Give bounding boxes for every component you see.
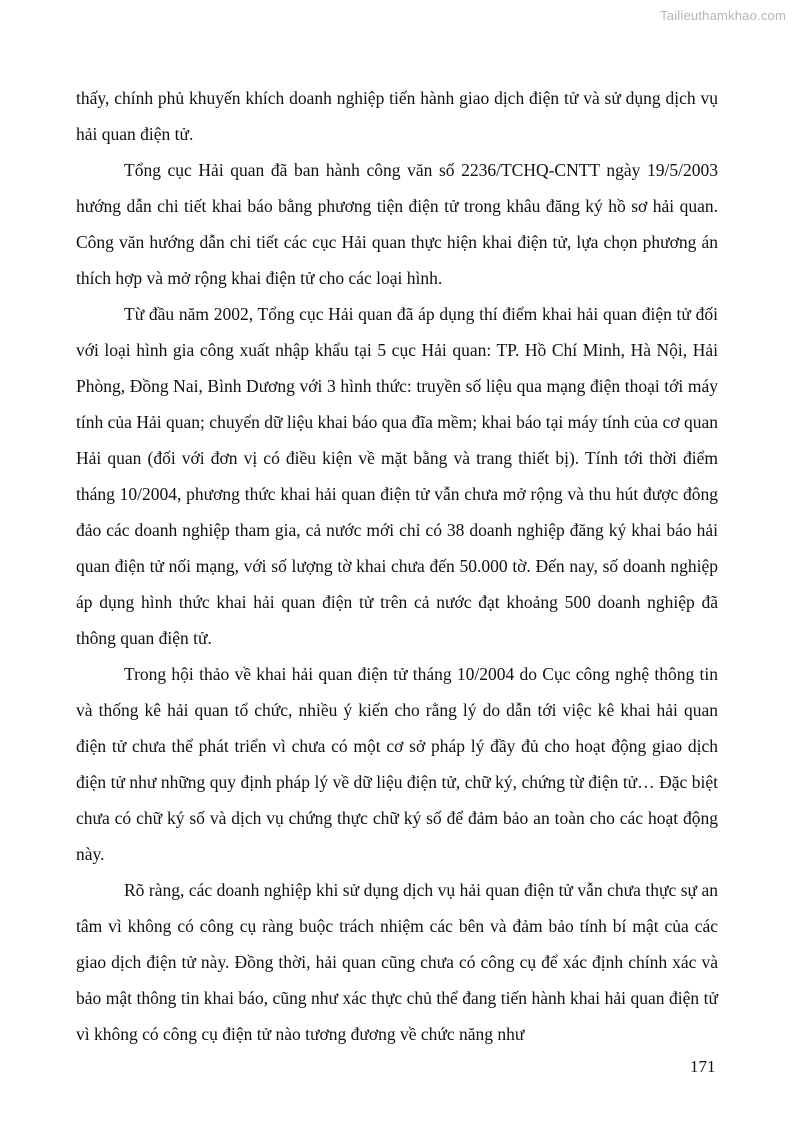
- paragraph-thi-diem: Từ đầu năm 2002, Tổng cục Hải quan đã áp dụng thí điểm khai hải quan điện tử đối với loại hình gia công xuất nhập khẩu tại 5 cục Hải quan: TP. Hồ Chí Minh, Hà Nội, Hải Phòng, Đồng Nai, Bình Dương với 3 hình thức: truyền số liệu qua mạng điện thoại tới máy tính của Hải quan; chuyển dữ liệu khai báo qua đĩa mềm; khai báo tại máy tính của cơ quan Hải quan (đối với đơn vị có điều kiện về mặt bằng và trang thiết bị). Tính tới thời điểm tháng 10/2004, phương thức khai hải quan điện tử vẫn chưa mở rộng và thu hút được đông đảo các doanh nghiệp tham gia, cả nước mới chỉ có 38 doanh nghiệp đăng ký khai báo hải quan điện tử nối mạng, với số lượng tờ khai chưa đến 50.000 tờ. Đến nay, số doanh nghiệp áp dụng hình thức khai hải quan điện tử trên cả nước đạt khoảng 500 doanh nghiệp đã thông quan điện tử.: [76, 304, 718, 648]
- paragraph-cong-van: Tổng cục Hải quan đã ban hành công văn số 2236/TCHQ-CNTT ngày 19/5/2003 hướng dẫn chi tiết khai báo bằng phương tiện điện tử trong khâu đăng ký hồ sơ hải quan. Công văn hướng dẫn chi tiết các cục Hải quan thực hiện khai điện tử, lựa chọn phương án thích hợp và mở rộng khai điện tử cho các loại hình.: [76, 160, 718, 288]
- watermark: Tailieuthamkhao.com: [660, 8, 786, 23]
- paragraph-ro-rang: Rõ ràng, các doanh nghiệp khi sử dụng dịch vụ hải quan điện tử vẫn chưa thực sự an tâm vì không có công cụ ràng buộc trách nhiệm các bên và đảm bảo tính bí mật của các giao dịch điện tử này. Đồng thời, hải quan cũng chưa có công cụ để xác định chính xác và bảo mật thông tin khai báo, cũng như xác thực chủ thể đang tiến hành khai hải quan điện tử vì không có công cụ điện tử nào tương đương về chức năng như: [76, 880, 718, 1044]
- page-number: 171: [690, 1057, 716, 1076]
- paragraph-hoi-thao: Trong hội thảo về khai hải quan điện tử tháng 10/2004 do Cục công nghệ thông tin và thống kê hải quan tổ chức, nhiều ý kiến cho rằng lý do dẫn tới việc kê khai hải quan điện tử chưa thể phát triển vì chưa có một cơ sở pháp lý đầy đủ cho hoạt động giao dịch điện tử như những quy định pháp lý về dữ liệu điện tử, chữ ký, chứng từ điện tử… Đặc biệt chưa có chữ ký số và dịch vụ chứng thực chữ ký số để đảm bảo an toàn cho các hoạt động này.: [76, 664, 718, 864]
- paragraph-continuation: thấy, chính phủ khuyến khích doanh nghiệp tiến hành giao dịch điện tử và sử dụng dịch vụ hải quan điện tử.: [76, 88, 718, 144]
- document-body: [76, 80, 718, 1052]
